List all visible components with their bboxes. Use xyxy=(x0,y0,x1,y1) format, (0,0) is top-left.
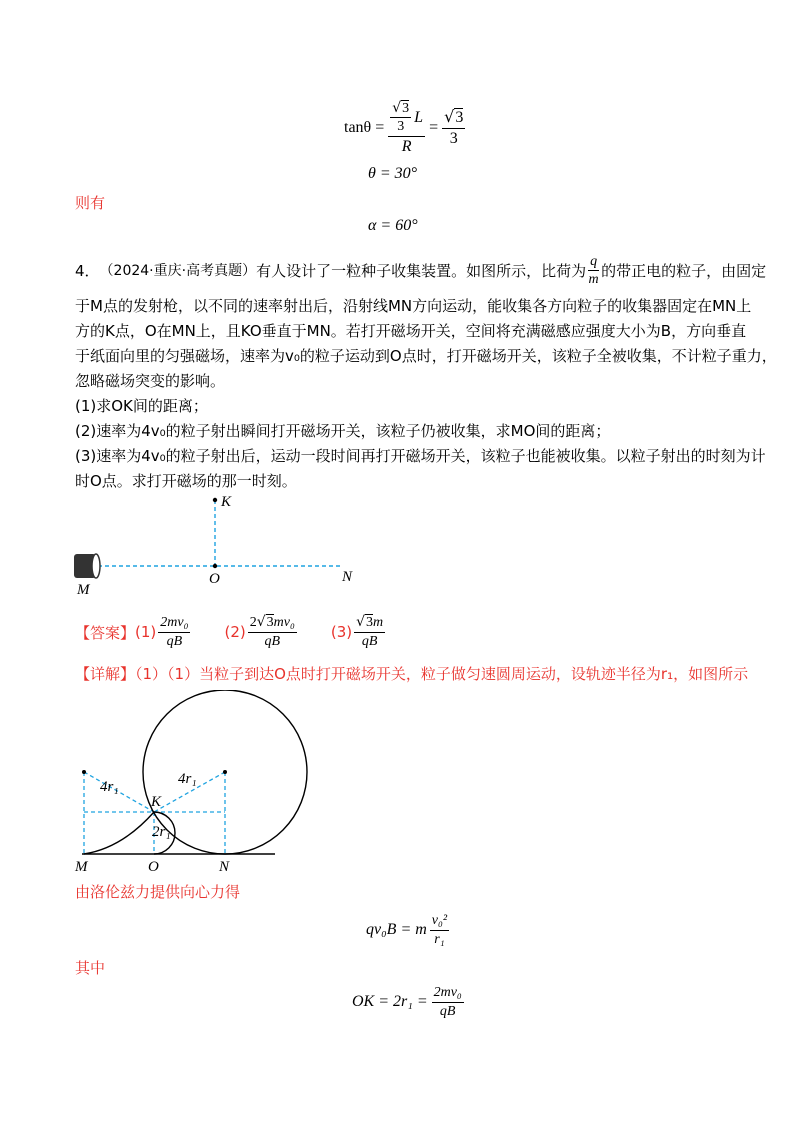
charge-mass-ratio: $\frac{q}{m}$ xyxy=(588,254,599,288)
entry-arc xyxy=(84,812,154,854)
label-k2: K xyxy=(151,794,162,810)
point-o xyxy=(213,564,217,568)
label-2r1: 2r₁ xyxy=(152,824,171,840)
label-n2: N xyxy=(219,859,230,875)
lorentz-text: 由洛伦兹力提供向心力得 xyxy=(75,883,241,901)
center-right-point xyxy=(223,770,227,774)
label-k: K xyxy=(221,494,232,510)
answer-3: $\frac{√3m}{qB}$ xyxy=(356,614,384,649)
label-4r1-right: 4r₁ xyxy=(178,771,197,787)
point-k xyxy=(213,498,217,502)
question-2: (2)速率为4v₀的粒子射出瞬间打开磁场开关，该粒子仍被收集，求MO间的距离； xyxy=(75,422,611,440)
question-3-line-1: (3)速率为4v₀的粒子射出后，运动一段时间再打开磁场开关，该粒子也能被收集。以粒子射出的时刻为计 xyxy=(75,447,766,465)
center-left-point xyxy=(82,770,86,774)
label-m2: M xyxy=(75,859,88,875)
label-4r1-left: 4r₁ xyxy=(100,779,119,795)
problem-line-5: 忽略磁场突变的影响。 xyxy=(75,372,226,390)
problem-line-3: 方的K点，O在MN上，且KO垂直于MN。若打开磁场开关，空间将充满磁感应强度大小为B，方向垂直 xyxy=(75,322,747,340)
label-o: O xyxy=(209,571,220,587)
question-1: (1)求OK间的距离； xyxy=(75,397,208,415)
problem-line-1: 4． （2024·重庆·高考真题） 有人设计了一粒种子收集装置。如图所示，比荷为 $\frac{q}{m}$ 的带正电的粒子，由固定 xyxy=(75,254,767,288)
theta-equation: θ = 30° xyxy=(368,165,418,182)
tan-theta-lhs: tanθ xyxy=(344,119,372,136)
detail-tag: 【详解】 xyxy=(75,665,136,683)
problem-number: 4． xyxy=(75,261,100,280)
problem-source: （2024·重庆·高考真题） xyxy=(99,262,257,279)
problem-line-4: 于纸面向里的匀强磁场，速率为v₀的粒子运动到O点时，打开磁场开关，该粒子全被收集，不计粒子重力， xyxy=(75,347,777,365)
problem-line-2: 于M点的发射枪，以不同的速率射出后，沿射线MN方向运动，能收集各方向粒子的收集器固定在MN上 xyxy=(75,297,752,315)
qizhong-text: 其中 xyxy=(75,959,106,977)
figure-2-trajectory xyxy=(60,690,330,875)
tan-theta-fraction: $\frac{√3}{3}$ L R xyxy=(388,101,425,155)
zeyou-text: 则有 xyxy=(75,194,106,212)
ok-equation: OK = 2r₁ = $\frac{\text{2mv₀}}{qB}$ xyxy=(352,985,462,1019)
answer-line: 【答案】 (1) $\frac{\text{2mv₀}}{qB}$ (2) $\frac{\text{2√3mv₀}}{qB}$ (3) $\frac{√3m}{qB}$ xyxy=(75,614,384,649)
centripetal-equation: qv₀B = m $\frac{\text{v₀²}}{\text{r₁}}$ xyxy=(366,913,448,947)
label-m: M xyxy=(77,582,90,598)
sqrt3-over-3: $\frac{√3}{3}$ xyxy=(444,107,464,147)
tan-theta-equation: tanθ = $\frac{√3}{3}$ L R = $\frac{√3}{3}$ xyxy=(344,99,464,155)
answer-1: $\frac{\text{2mv₀}}{qB}$ xyxy=(160,615,189,649)
answer-2: $\frac{\text{2√3mv₀}}{qB}$ xyxy=(249,614,295,649)
question-3-line-2: 时O点。求打开磁场的那一时刻。 xyxy=(75,472,297,490)
label-o2: O xyxy=(148,859,159,875)
answer-tag: 【答案】 xyxy=(75,623,136,642)
detail-line: 【详解】（1）（1）当粒子到达O点时打开磁场开关，粒子做匀速圆周运动，设轨迹半径为r₁，如图所示 xyxy=(75,665,749,683)
label-n: N xyxy=(342,569,353,585)
alpha-equation: α = 60° xyxy=(368,217,418,234)
launcher-gun-icon xyxy=(74,554,100,578)
figure-1-apparatus xyxy=(60,490,400,600)
